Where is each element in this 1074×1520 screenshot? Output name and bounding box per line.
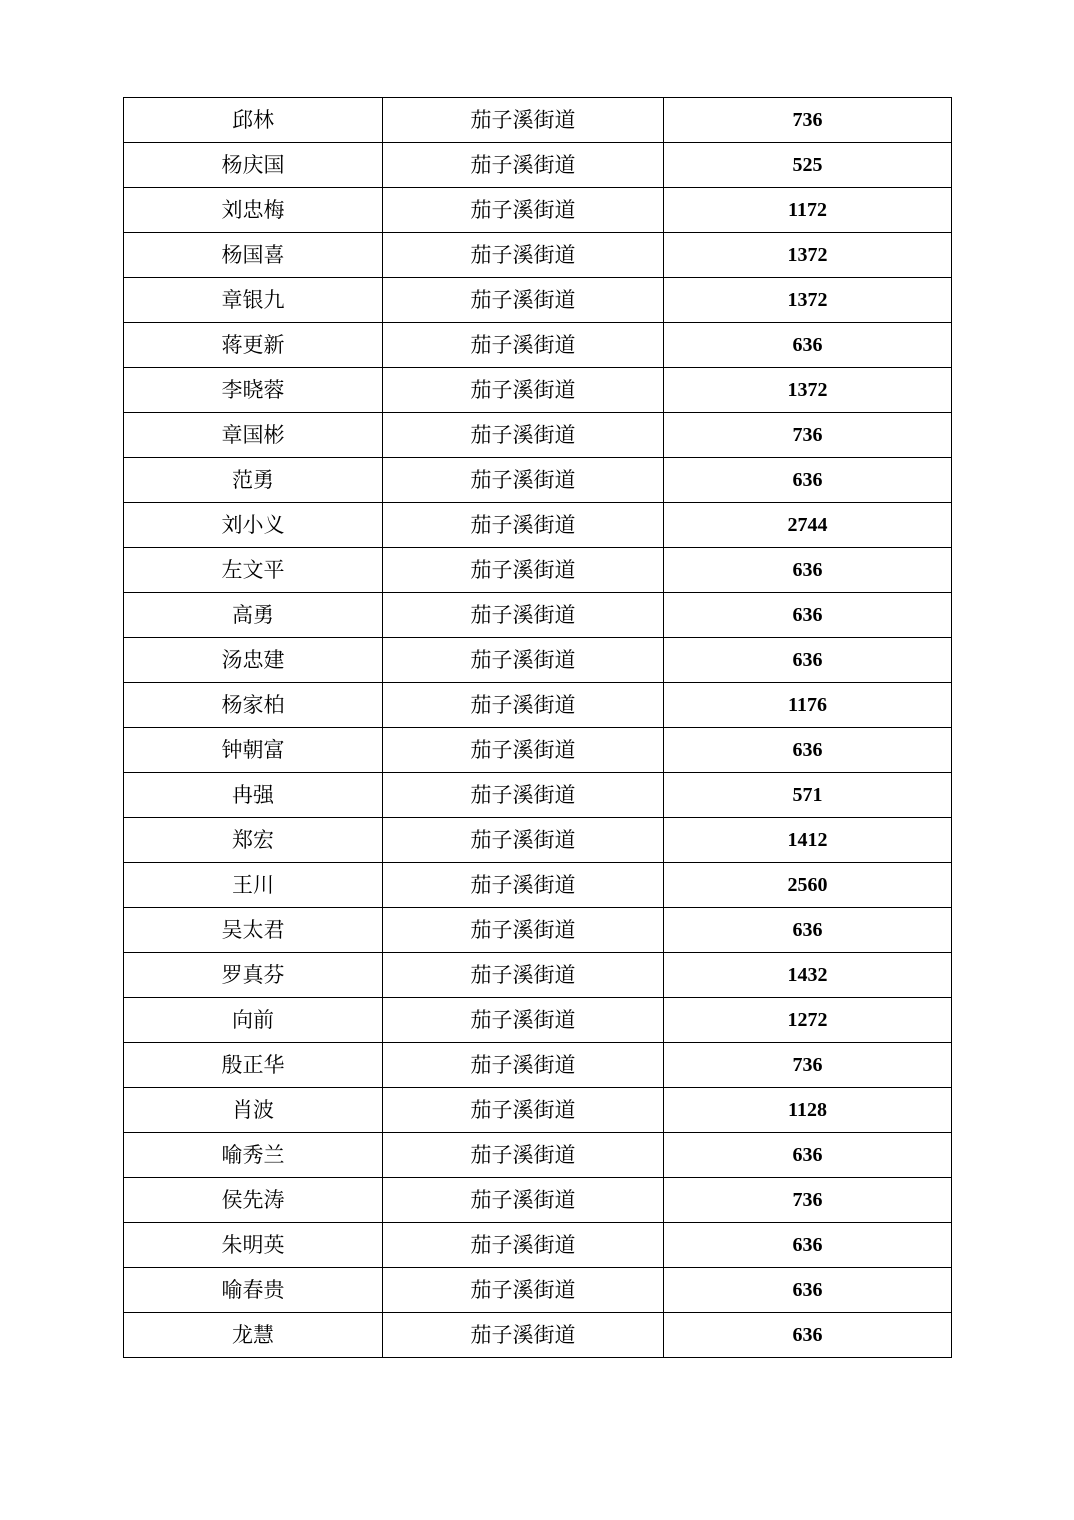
name-cell: 钟朝富: [124, 728, 383, 773]
table-row: [124, 368, 952, 413]
street-cell: 茄子溪街道: [383, 1043, 664, 1088]
table-row: [124, 1088, 952, 1133]
name-cell: 刘小义: [124, 503, 383, 548]
amount-cell: 636: [664, 728, 952, 773]
amount-cell: 1272: [664, 998, 952, 1043]
table-row: [124, 728, 952, 773]
street-cell: 茄子溪街道: [383, 548, 664, 593]
name-cell: 龙慧: [124, 1313, 383, 1358]
table-row: [124, 98, 952, 143]
table-row: [124, 143, 952, 188]
name-cell: 杨庆国: [124, 143, 383, 188]
street-cell: 茄子溪街道: [383, 863, 664, 908]
name-cell: 蒋更新: [124, 323, 383, 368]
amount-cell: 636: [664, 1223, 952, 1268]
street-cell: 茄子溪街道: [383, 1178, 664, 1223]
amount-cell: 636: [664, 548, 952, 593]
table-row: [124, 548, 952, 593]
table-row: [124, 1313, 952, 1358]
amount-cell: 636: [664, 638, 952, 683]
name-cell: 吴太君: [124, 908, 383, 953]
amount-cell: 736: [664, 98, 952, 143]
table-row: [124, 1178, 952, 1223]
amount-cell: 1372: [664, 278, 952, 323]
amount-cell: 736: [664, 413, 952, 458]
name-cell: 殷正华: [124, 1043, 383, 1088]
name-cell: 喻春贵: [124, 1268, 383, 1313]
table-row: [124, 413, 952, 458]
street-cell: 茄子溪街道: [383, 233, 664, 278]
name-cell: 王川: [124, 863, 383, 908]
name-cell: 朱明英: [124, 1223, 383, 1268]
name-cell: 郑宏: [124, 818, 383, 863]
street-cell: 茄子溪街道: [383, 323, 664, 368]
street-cell: 茄子溪街道: [383, 683, 664, 728]
table-row: [124, 1223, 952, 1268]
street-cell: 茄子溪街道: [383, 728, 664, 773]
street-cell: 茄子溪街道: [383, 143, 664, 188]
street-cell: 茄子溪街道: [383, 98, 664, 143]
name-cell: 高勇: [124, 593, 383, 638]
amount-cell: 736: [664, 1178, 952, 1223]
amount-cell: 571: [664, 773, 952, 818]
name-cell: 肖波: [124, 1088, 383, 1133]
table-row: [124, 638, 952, 683]
roster-table-body: [124, 98, 952, 1358]
table-row: [124, 863, 952, 908]
amount-cell: 636: [664, 908, 952, 953]
street-cell: 茄子溪街道: [383, 593, 664, 638]
name-cell: 杨家柏: [124, 683, 383, 728]
name-cell: 汤忠建: [124, 638, 383, 683]
street-cell: 茄子溪街道: [383, 188, 664, 233]
street-cell: 茄子溪街道: [383, 638, 664, 683]
street-cell: 茄子溪街道: [383, 458, 664, 503]
amount-cell: 636: [664, 458, 952, 503]
name-cell: 李晓蓉: [124, 368, 383, 413]
street-cell: 茄子溪街道: [383, 1223, 664, 1268]
amount-cell: 525: [664, 143, 952, 188]
street-cell: 茄子溪街道: [383, 503, 664, 548]
street-cell: 茄子溪街道: [383, 818, 664, 863]
table-row: [124, 593, 952, 638]
amount-cell: 636: [664, 1268, 952, 1313]
name-cell: 冉强: [124, 773, 383, 818]
table-row: [124, 998, 952, 1043]
name-cell: 刘忠梅: [124, 188, 383, 233]
street-cell: 茄子溪街道: [383, 1268, 664, 1313]
street-cell: 茄子溪街道: [383, 1088, 664, 1133]
table-row: [124, 1268, 952, 1313]
street-cell: 茄子溪街道: [383, 413, 664, 458]
name-cell: 邱林: [124, 98, 383, 143]
street-cell: 茄子溪街道: [383, 278, 664, 323]
amount-cell: 1128: [664, 1088, 952, 1133]
name-cell: 章银九: [124, 278, 383, 323]
table-row: [124, 908, 952, 953]
table-row: [124, 458, 952, 503]
street-cell: 茄子溪街道: [383, 368, 664, 413]
amount-cell: 2560: [664, 863, 952, 908]
amount-cell: 1432: [664, 953, 952, 998]
street-cell: 茄子溪街道: [383, 773, 664, 818]
table-row: [124, 1043, 952, 1088]
table-row: [124, 773, 952, 818]
name-cell: 罗真芬: [124, 953, 383, 998]
name-cell: 章国彬: [124, 413, 383, 458]
amount-cell: 1372: [664, 233, 952, 278]
amount-cell: 636: [664, 323, 952, 368]
name-cell: 左文平: [124, 548, 383, 593]
amount-cell: 636: [664, 1313, 952, 1358]
amount-cell: 636: [664, 593, 952, 638]
table-row: [124, 818, 952, 863]
table-row: [124, 278, 952, 323]
amount-cell: 636: [664, 1133, 952, 1178]
amount-cell: 1176: [664, 683, 952, 728]
street-cell: 茄子溪街道: [383, 998, 664, 1043]
street-cell: 茄子溪街道: [383, 908, 664, 953]
amount-cell: 1172: [664, 188, 952, 233]
table-row: [124, 1133, 952, 1178]
street-cell: 茄子溪街道: [383, 1133, 664, 1178]
table-row: [124, 233, 952, 278]
amount-cell: 2744: [664, 503, 952, 548]
name-cell: 喻秀兰: [124, 1133, 383, 1178]
roster-table: [123, 97, 952, 1358]
amount-cell: 736: [664, 1043, 952, 1088]
table-row: [124, 188, 952, 233]
name-cell: 范勇: [124, 458, 383, 503]
table-row: [124, 323, 952, 368]
name-cell: 杨国喜: [124, 233, 383, 278]
table-row: [124, 953, 952, 998]
amount-cell: 1412: [664, 818, 952, 863]
street-cell: 茄子溪街道: [383, 953, 664, 998]
street-cell: 茄子溪街道: [383, 1313, 664, 1358]
name-cell: 向前: [124, 998, 383, 1043]
table-row: [124, 683, 952, 728]
name-cell: 侯先涛: [124, 1178, 383, 1223]
table-row: [124, 503, 952, 548]
amount-cell: 1372: [664, 368, 952, 413]
